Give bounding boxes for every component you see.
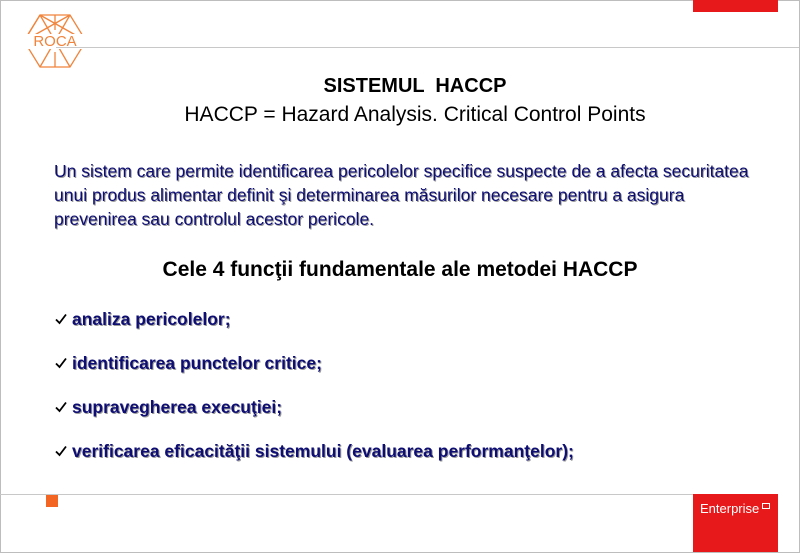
function-item	[54, 307, 231, 331]
function-item-label: identificarea punctelor critice;	[72, 352, 322, 373]
function-item-label: supravegherea execuţiei;	[72, 396, 283, 417]
haccp-definition: Un sistem care permite identificarea pericolelor specifice suspecte de a afecta securitatea unui produs alimentar definit şi determinarea măsurilor necesare pentru a asigura prevenirea sau controlul acestor pericole.	[54, 161, 749, 229]
function-item	[54, 395, 282, 419]
slide-subtitle: HACCP = Hazard Analysis. Critical Control Points	[184, 103, 646, 126]
top-divider	[56, 47, 799, 48]
bottom-divider	[0, 494, 693, 495]
function-item-label: verificarea eficacităţii sistemului (evaluarea performanţelor);	[72, 440, 574, 461]
logo-text: ROCA	[33, 33, 77, 50]
enterprise-mark-icon	[762, 503, 770, 509]
enterprise-label: Enterprise	[700, 501, 760, 516]
orange-square	[46, 495, 58, 507]
roca-logo	[20, 12, 90, 70]
top-red-bar	[693, 0, 778, 12]
functions-heading: Cele 4 funcţii fundamentale ale metodei HACCP	[162, 258, 638, 281]
function-item-label: analiza pericolelor;	[72, 308, 231, 329]
slide-title: SISTEMUL HACCP	[323, 75, 507, 97]
enterprise-badge	[693, 494, 778, 552]
check-icon	[54, 356, 68, 370]
check-icon	[54, 312, 68, 326]
function-item	[54, 439, 574, 463]
check-icon	[54, 400, 68, 414]
check-icon	[54, 444, 68, 458]
function-item	[54, 351, 322, 375]
